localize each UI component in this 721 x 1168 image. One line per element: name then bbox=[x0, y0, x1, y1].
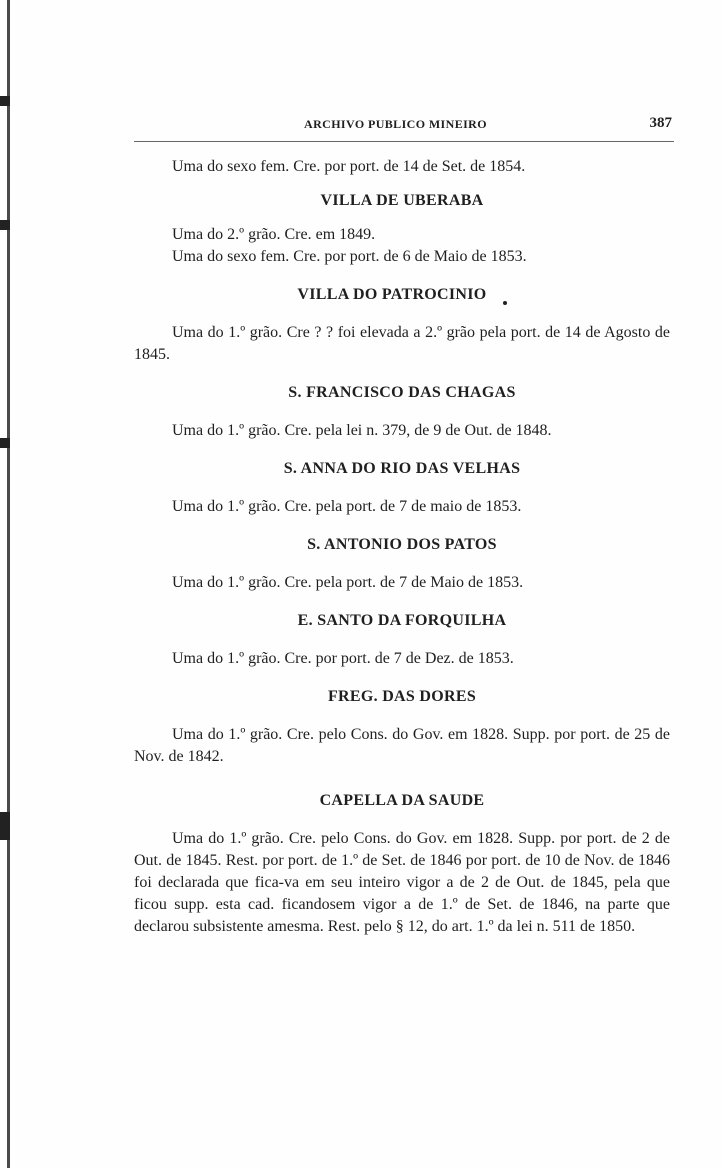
edge-mark bbox=[0, 812, 10, 840]
ink-dot bbox=[503, 301, 507, 305]
entry-paragraph: Uma do 1.º grão. Cre. pela port. de 7 de maio de 1853. bbox=[172, 498, 522, 515]
edge-mark bbox=[0, 438, 10, 448]
entry-paragraph: Uma do sexo fem. Cre. por port. de 6 de Maio de 1853. bbox=[172, 248, 527, 265]
entry-paragraph: Uma do 1.º grão. Cre. pela lei n. 379, de 9 de Out. de 1848. bbox=[172, 422, 552, 439]
section-heading: VILLA DE UBERABA bbox=[320, 192, 484, 209]
page-header bbox=[134, 115, 674, 142]
entry-paragraph: Uma do 1.º grão. Cre. pela port. de 7 de Maio de 1853. bbox=[172, 574, 524, 591]
entry-paragraph: Uma do sexo fem. Cre. por port. de 14 de Set. de 1854. bbox=[172, 158, 526, 175]
running-head: ARCHIVO PUBLICO MINEIRO bbox=[304, 117, 487, 131]
section-heading: CAPELLA DA SAUDE bbox=[319, 792, 485, 809]
section-heading: E. SANTO DA FORQUILHA bbox=[297, 612, 507, 629]
entry-paragraph: Uma do 1.º grão. Cre. por port. de 7 de Dez. de 1853. bbox=[172, 650, 514, 667]
entry-paragraph: Uma do 1.º grão. Cre. pelo Cons. do Gov. em 1828. Supp. por port. de 2 de Out. de 1845. Rest. por port. de 1.º de Set. de 1846 por port. de 10 de Nov. de 1846 foi declarada que fica-va em seu inteiro vigor a de 2 de Out. de 1845, pela que ficou supp. esta cad. ficandosem vigor a de 1.º de Set. de 1846, na parte que declarou subsistente amesma. Rest. pelo § 12, do art. 1.º da lei n. 511 de 1850. bbox=[134, 830, 670, 935]
edge-mark bbox=[0, 220, 10, 230]
entry-paragraph: Uma do 2.º grão. Cre. em 1849. bbox=[172, 226, 376, 243]
entry-paragraph: Uma do 1.º grão. Cre ? ? foi elevada a 2.º grão pela port. de 14 de Agosto de 1845. bbox=[134, 324, 670, 363]
entry-paragraph: Uma do 1.º grão. Cre. pelo Cons. do Gov. em 1828. Supp. por port. de 25 de Nov. de 1842. bbox=[134, 726, 670, 765]
section-heading: S. ANTONIO DOS PATOS bbox=[307, 536, 497, 553]
section-heading: S. FRANCISCO DAS CHAGAS bbox=[288, 384, 516, 401]
page-number: 387 bbox=[649, 115, 672, 131]
page-edge-binding bbox=[0, 0, 10, 1168]
section-heading: VILLA DO PATROCINIO bbox=[134, 284, 670, 306]
edge-mark bbox=[0, 96, 10, 106]
page-content bbox=[134, 156, 670, 938]
section-heading: S. ANNA DO RIO DAS VELHAS bbox=[283, 460, 521, 477]
section-heading: FREG. DAS DORES bbox=[327, 688, 477, 705]
